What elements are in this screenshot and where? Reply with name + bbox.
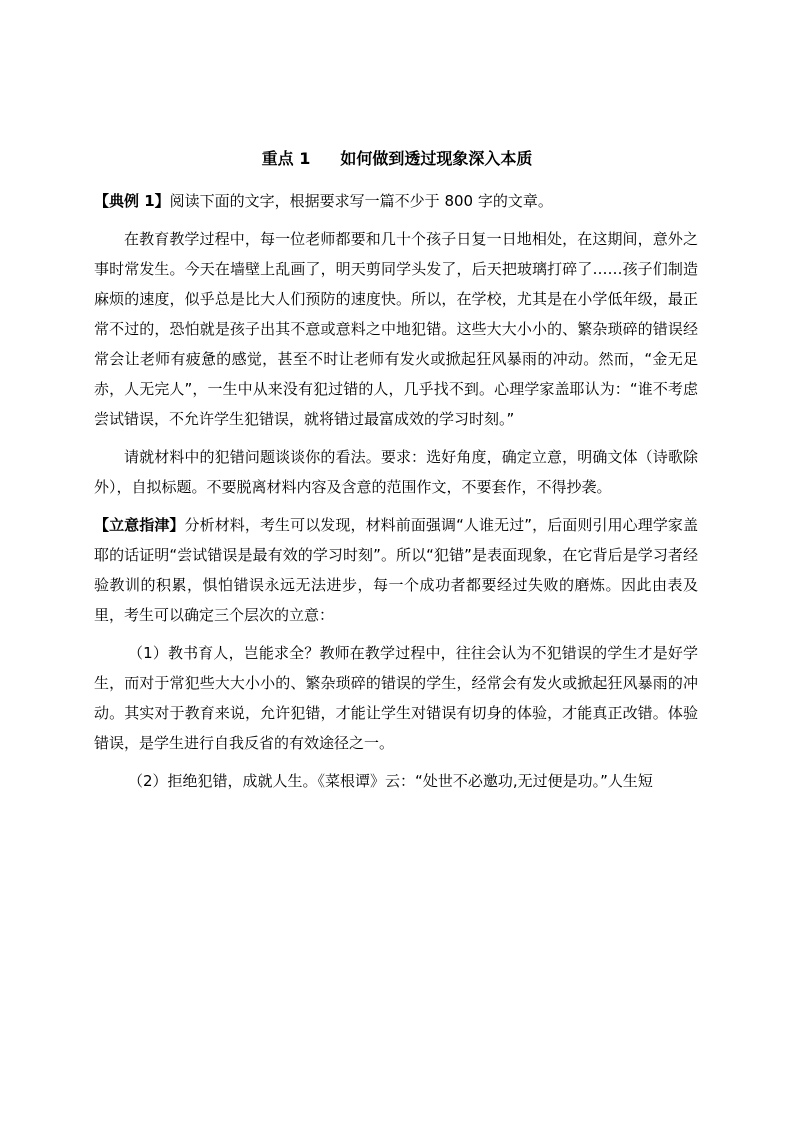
material-paragraph: 在教育教学过程中，每一位老师都要和几十个孩子日复一日地相处，在这期间，意外之事时常发生。今天在墙壁上乱画了，明天剪同学头发了，后天把玻璃打碎了……孩子们制造麻烦的速度，似乎总是比大人们预防的速度快。所以，在学校，尤其是在小学低年级，最正常不过的，恐怕就是孩子出其不意或意料之中地犯错。这些大大小小的、繁杂琐碎的错误经常会让老师有疲惫的感觉，甚至不时让老师有发火或掀起狂风暴雨的冲动。然而，“金无足赤，人无完人”，一生中从来没有犯过错的人，几乎找不到。心理学家盖耶认为：“谁不考虑尝试错误，不允许学生犯错误，就将错过最富成效的学习时刻。” <box>94 230 698 428</box>
example-paragraph <box>94 186 698 216</box>
example-label: 【典例 1】 <box>94 192 170 210</box>
title-part-topic: 如何做到透过现象深入本质 <box>340 149 533 168</box>
page-title <box>0 148 794 170</box>
example-text: 阅读下面的文字，根据要求写一篇不少于 800 字的文章。 <box>169 192 553 210</box>
title-part-number: 重点 1 <box>261 149 311 168</box>
point-paragraph-2: （2）拒绝犯错，成就人生。《菜根谭》云：“处世不必邀功,无过便是功。”人生短 <box>128 772 653 790</box>
guide-text: 分析材料，考生可以发现，材料前面强调“人谁无过”，后面则引用心理学家盖耶的话证明“尝试错误是最有效的学习时刻”。所以“犯错”是表面现象，在它背后是学习者经验教训的积累，惧怕错误永远无法进步，每一个成功者都要经过失败的磨炼。因此由表及里，考生可以确定三个层次的立意： <box>94 516 698 624</box>
requirement-paragraph: 请就材料中的犯错问题谈谈你的看法。要求：选好角度，确定立意，明确文体（诗歌除外），自拟标题。不要脱离材料内容及含意的范围作文，不要套作，不得抄袭。 <box>94 448 698 496</box>
guide-label: 【立意指津】 <box>94 516 185 534</box>
point-paragraph-1: （1）教书育人，岂能求全？教师在教学过程中，往往会认为不犯错误的学生才是好学生，而对于常犯些大大小小的、繁杂琐碎的错误的学生，经常会有发火或掀起狂风暴雨的冲动。其实对于教育来说，允许犯错，才能让学生对错误有切身的体验，才能真正改错。体验错误，是学生进行自我反省的有效途径之一。 <box>94 644 698 752</box>
document-body <box>94 186 698 804</box>
guide-paragraph <box>94 510 698 630</box>
